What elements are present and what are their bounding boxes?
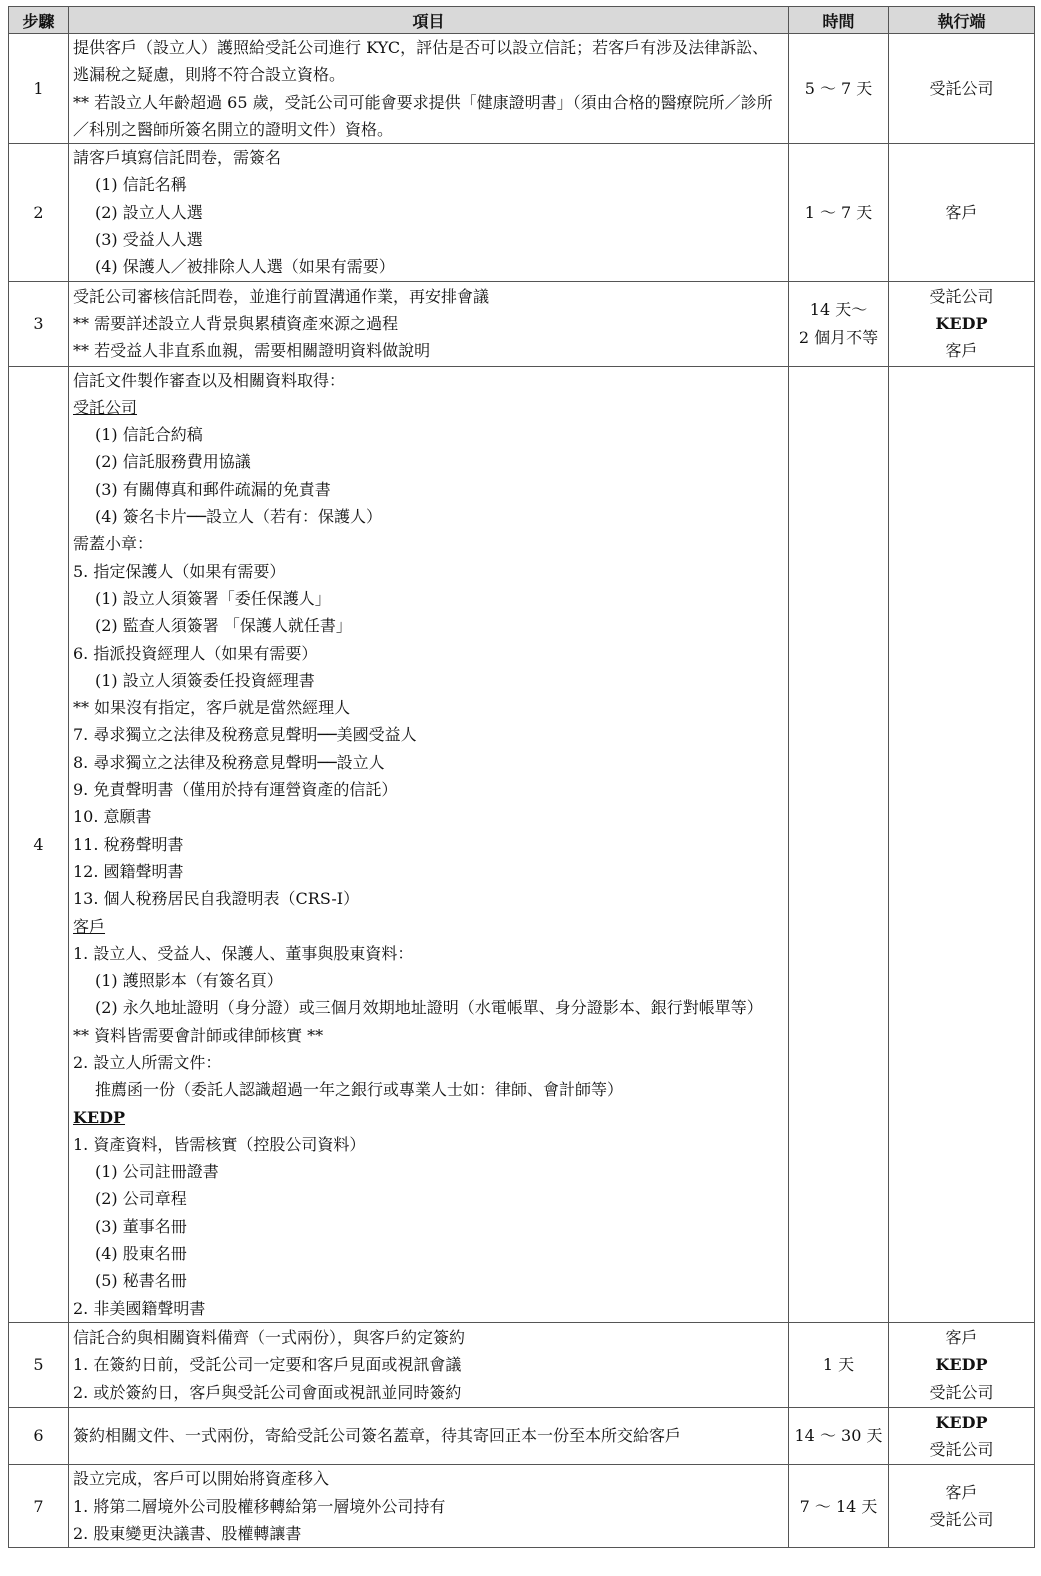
table-row-step-1 [9,34,1035,144]
item-line: 需蓋小章： [73,534,154,554]
step-items [69,144,789,281]
item-line: 信託合約與相關資料備齊（一式兩份），與客戶約定簽約 [73,1327,466,1347]
step-items [69,281,789,366]
item-line: (2) 公司章程 [95,1189,187,1209]
item-line: (2) 監查人須簽署 「保護人就任書」 [95,616,352,636]
step-time [789,1322,889,1407]
table-row-step-3 [9,281,1035,366]
step-number: 2 [9,144,69,281]
step-exec [889,1465,1035,1548]
item-line: 請客戶填寫信託問卷，需簽名 [73,148,282,168]
item-line: 9. 免責聲明書（僅用於持有運營資產的信託） [73,780,398,800]
document-page [8,6,1034,1548]
section-heading-trustee: 受託公司 [73,397,138,417]
table-row-step-7 [9,1465,1035,1548]
item-line: 6. 指派投資經理人（如果有需要） [73,643,318,663]
item-line: ** 如果沒有指定，客戶就是當然經理人 [73,698,351,718]
item-line: (3) 董事名冊 [95,1216,187,1236]
step-exec [889,281,1035,366]
item-line: 1. 將第二層境外公司股權移轉給第一層境外公司持有 [73,1496,446,1516]
time-line: 1 ～ 7 天 [804,202,873,222]
step-items [69,34,789,144]
table-header-row [9,7,1035,34]
item-line: 2. 非美國籍聲明書 [73,1298,206,1318]
step-time [789,144,889,281]
item-line: 5. 指定保護人（如果有需要） [73,561,286,581]
item-line: 推薦函一份（委託人認識超過一年之銀行或專業人士如：律師、會計師等） [95,1080,624,1100]
item-line: (4) 保護人／被排除人人選（如果有需要） [95,257,395,277]
step-exec [889,1407,1035,1465]
item-line: (4) 股東名冊 [95,1244,187,1264]
time-line: 7 ～ 14 天 [799,1496,878,1516]
item-line: 提供客戶（設立人）護照給受託公司進行 KYC，評估是否可以設立信託；若客戶有涉及法律訴訟、逃漏稅之疑慮，則將不符合設立資格。 [73,38,769,85]
item-line: (1) 護照影本（有簽名頁） [95,971,283,991]
item-line: (1) 信託名稱 [95,175,187,195]
item-line: (3) 有關傳真和郵件疏漏的免責書 [95,479,331,499]
step-number: 5 [9,1322,69,1407]
exec-line: 客戶 [945,1483,978,1503]
time-line: 2 個月不等 [798,327,879,347]
item-line: ** 需要詳述設立人背景與累積資產來源之過程 [73,313,399,333]
header-time: 時間 [789,7,889,34]
section-heading-client: 客戶 [73,916,106,936]
step-time [789,366,889,1322]
item-line: 7. 尋求獨立之法律及稅務意見聲明──美國受益人 [73,725,417,745]
item-line: 1. 資產資料，皆需核實（控股公司資料） [73,1134,366,1154]
exec-line: 客戶 [945,202,978,222]
step-items [69,1465,789,1548]
item-line: (3) 受益人人選 [95,230,203,250]
trust-setup-steps-table [8,6,1035,1548]
exec-line: 受託公司 [929,78,994,98]
item-line: (2) 設立人人選 [95,202,203,222]
step-time [789,281,889,366]
step-exec [889,366,1035,1322]
item-line: 2. 或於簽約日，客戶與受託公司會面或視訊並同時簽約 [73,1382,462,1402]
item-line: (2) 信託服務費用協議 [95,452,251,472]
table-row-step-4 [9,366,1035,1322]
item-line: (1) 公司註冊證書 [95,1162,219,1182]
item-line: (4) 簽名卡片──設立人（若有：保護人） [95,507,383,527]
exec-line: KEDP [935,1412,988,1432]
exec-line: 受託公司 [929,1440,994,1460]
item-line: 13. 個人稅務居民自我證明表（CRS-I） [73,889,360,909]
table-row-step-2 [9,144,1035,281]
exec-line: 客戶 [945,341,978,361]
exec-line: 受託公司 [929,1382,994,1402]
step-number: 1 [9,34,69,144]
time-line: 14 天～ [809,300,868,320]
header-step: 步驟 [9,7,69,34]
step-items [69,366,789,1322]
step-number: 4 [9,366,69,1322]
item-line: 簽約相關文件、一式兩份，寄給受託公司簽名蓋章，待其寄回正本一份至本所交給客戶 [73,1426,682,1446]
step-time [789,1407,889,1465]
step-time [789,1465,889,1548]
item-line: 10. 意願書 [73,807,152,827]
exec-line: 受託公司 [929,286,994,306]
item-line: 2. 設立人所需文件： [73,1052,222,1072]
item-line: ** 若受益人非直系血親，需要相關證明資料做說明 [73,341,431,361]
step-exec [889,34,1035,144]
item-line: 信託文件製作審查以及相關資料取得： [73,370,346,390]
item-line: (1) 設立人須簽署「委任保護人」 [95,588,331,608]
item-line: 8. 尋求獨立之法律及稅務意見聲明──設立人 [73,752,385,772]
item-line: ** 資料皆需要會計師或律師核實 ** [73,1025,324,1045]
step-exec [889,144,1035,281]
table-row-step-5 [9,1322,1035,1407]
exec-line: KEDP [935,313,988,333]
step-items [69,1322,789,1407]
time-line: 14 ～ 30 天 [794,1426,883,1446]
item-line: 11. 稅務聲明書 [73,834,184,854]
item-line: (2) 永久地址證明（身分證）或三個月效期地址證明（水電帳單、身分證影本、銀行對帳單等） [95,998,763,1018]
exec-line: 受託公司 [929,1510,994,1530]
exec-line: 客戶 [945,1327,978,1347]
step-time [789,34,889,144]
table-row-step-6 [9,1407,1035,1465]
time-line: 1 天 [822,1355,855,1375]
exec-line: KEDP [935,1355,988,1375]
item-line: (5) 秘書名冊 [95,1271,187,1291]
step-number: 7 [9,1465,69,1548]
section-heading-kedp: KEDP [73,1107,126,1127]
step-number: 3 [9,281,69,366]
item-line: (1) 設立人須簽委任投資經理書 [95,670,315,690]
item-line: 受託公司審核信託問卷，並進行前置溝通作業，再安排會議 [73,286,490,306]
step-number: 6 [9,1407,69,1465]
item-line: 2. 股東變更決議書、股權轉讓書 [73,1524,302,1544]
item-line: 1. 在簽約日前，受託公司一定要和客戶見面或視訊會議 [73,1355,462,1375]
item-line: 1. 設立人、受益人、保護人、董事與股東資料： [73,943,414,963]
header-item: 項目 [69,7,789,34]
header-exec: 執行端 [889,7,1035,34]
step-items [69,1407,789,1465]
item-line: ** 若設立人年齡超過 65 歲，受託公司可能會要求提供「健康證明書」（須由合格的醫療院所／診所／科別之醫師所簽名開立的證明文件）資格。 [73,92,773,139]
item-line: 設立完成，客戶可以開始將資產移入 [73,1469,330,1489]
step-exec [889,1322,1035,1407]
item-line: 12. 國籍聲明書 [73,861,184,881]
time-line: 5 ～ 7 天 [804,78,873,98]
item-line: (1) 信託合約稿 [95,425,203,445]
